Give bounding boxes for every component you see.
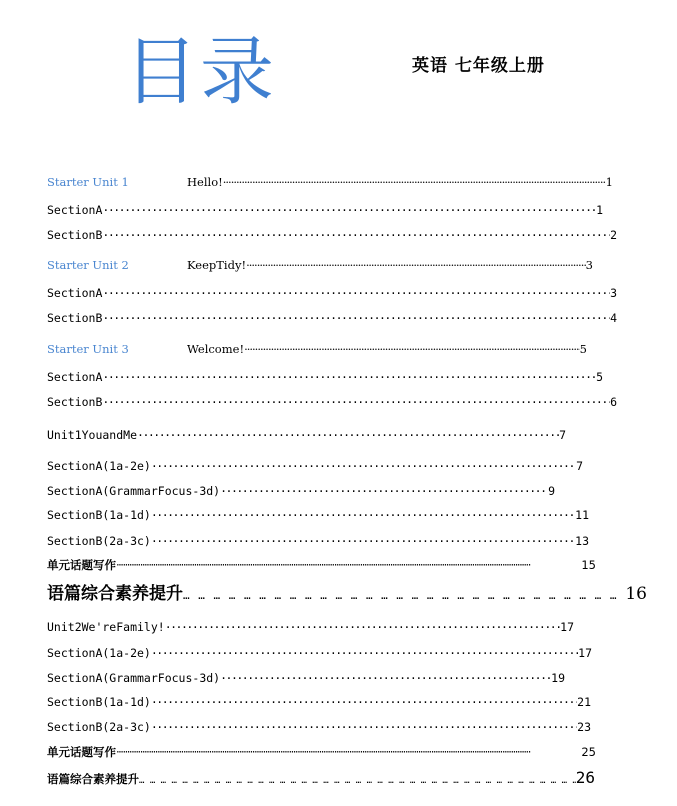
page-number: 1 <box>596 203 603 217</box>
section-label: SectionB(2a-3c) <box>47 720 151 734</box>
toc-entry-unit-1[interactable] <box>47 428 566 448</box>
toc-entry-section[interactable] <box>47 311 617 331</box>
toc-entry-starter-unit-3[interactable] <box>47 342 587 362</box>
toc-entry-section[interactable] <box>47 203 603 223</box>
page-number: 9 <box>548 484 555 498</box>
toc-entry-section[interactable] <box>47 459 583 479</box>
unit-label: Starter Unit 1 <box>47 175 129 189</box>
page-number: 5 <box>579 342 587 356</box>
page-number: 26 <box>575 768 595 787</box>
page-number: 23 <box>577 720 591 734</box>
unit-label: Unit1YouandMe <box>47 428 138 442</box>
section-label: 语篇综合素养提升 <box>47 584 183 604</box>
section-label: SectionA(1a-2e) <box>47 646 151 660</box>
page-number: 3 <box>585 258 593 272</box>
page-number: 3 <box>610 286 617 300</box>
section-label: SectionA <box>47 203 103 217</box>
toc-entry-literacy[interactable] <box>47 579 647 603</box>
page-number: 15 <box>581 558 596 572</box>
page-number: 17 <box>560 620 574 634</box>
dot-leader <box>151 459 576 473</box>
unit-label: Starter Unit 3 <box>47 342 129 356</box>
unit-name: Welcome! <box>187 342 245 356</box>
page-number: 16 <box>625 584 647 604</box>
dot-leader <box>151 508 575 522</box>
dot-leader <box>116 745 581 759</box>
dot-leader <box>223 175 606 189</box>
page-number: 7 <box>576 459 583 473</box>
dot-leader <box>102 286 610 300</box>
page-number: 2 <box>610 228 617 242</box>
toc-entry-writing[interactable] <box>47 744 596 764</box>
dot-leader <box>102 311 610 325</box>
page-number: 1 <box>605 175 613 189</box>
dot-leader <box>220 484 548 498</box>
toc-entry-section[interactable] <box>47 370 603 390</box>
toc-entry-unit-2[interactable] <box>47 620 574 640</box>
toc-entry-section[interactable] <box>47 646 592 666</box>
page-number: 19 <box>551 671 565 685</box>
section-label: 语篇综合素养提升 <box>47 772 139 786</box>
dot-leader <box>116 558 581 572</box>
section-label: SectionB(2a-3c) <box>47 534 151 548</box>
dot-leader <box>102 370 596 384</box>
section-label: SectionA(1a-2e) <box>47 459 151 473</box>
dot-leader <box>151 695 577 709</box>
toc-entry-section[interactable] <box>47 484 555 504</box>
page-number: 5 <box>596 370 603 384</box>
dot-leader <box>102 203 596 217</box>
toc-entry-section[interactable] <box>47 286 617 306</box>
dot-leader <box>151 720 577 734</box>
page-title: 目录 <box>124 29 276 115</box>
page-number: 11 <box>575 508 589 522</box>
unit-name: Hello! <box>187 175 223 189</box>
toc-entry-writing[interactable] <box>47 557 596 577</box>
page-number: 6 <box>610 395 617 409</box>
page-number: 4 <box>610 311 617 325</box>
page-number: 21 <box>577 695 591 709</box>
page-number: 7 <box>559 428 566 442</box>
section-label: SectionA(GrammarFocus-3d) <box>47 671 221 685</box>
dot-leader <box>151 534 575 548</box>
unit-label: Starter Unit 2 <box>47 258 129 272</box>
toc-entry-section[interactable] <box>47 534 589 554</box>
dot-leader <box>102 228 610 242</box>
section-label: SectionB <box>47 228 103 242</box>
section-label: SectionB(1a-1d) <box>47 695 151 709</box>
dot-leader <box>151 646 578 660</box>
dot-leader <box>246 258 586 272</box>
section-label: SectionA <box>47 286 103 300</box>
toc-entry-section[interactable] <box>47 720 591 740</box>
page-number: 17 <box>578 646 592 660</box>
toc-entry-starter-unit-1[interactable] <box>47 175 613 195</box>
section-label: SectionA <box>47 370 103 384</box>
page-number: 25 <box>581 745 596 759</box>
section-label: SectionB(1a-1d) <box>47 508 151 522</box>
dot-leader <box>165 620 560 634</box>
toc-entry-literacy[interactable] <box>47 768 595 788</box>
dot-leader <box>244 342 580 356</box>
dot-leader <box>183 584 619 603</box>
section-label: 单元话题写作 <box>47 745 116 759</box>
section-label: SectionA(GrammarFocus-3d) <box>47 484 221 498</box>
section-label: SectionB <box>47 395 103 409</box>
toc-entry-section[interactable] <box>47 228 617 248</box>
toc-entry-section[interactable] <box>47 671 565 691</box>
unit-label: Unit2We'reFamily! <box>47 620 165 634</box>
toc-entry-section[interactable] <box>47 508 589 528</box>
unit-name: KeepTidy! <box>187 258 247 272</box>
toc-entry-section[interactable] <box>47 395 617 415</box>
toc-entry-starter-unit-2[interactable] <box>47 258 593 278</box>
subject-label: 英语 七年级上册 <box>412 56 545 76</box>
dot-leader <box>102 395 610 409</box>
dot-leader <box>139 768 576 787</box>
section-label: SectionB <box>47 311 103 325</box>
dot-leader <box>220 671 551 685</box>
toc-entry-section[interactable] <box>47 695 591 715</box>
dot-leader <box>137 428 559 442</box>
section-label: 单元话题写作 <box>47 558 116 572</box>
page-number: 13 <box>575 534 589 548</box>
